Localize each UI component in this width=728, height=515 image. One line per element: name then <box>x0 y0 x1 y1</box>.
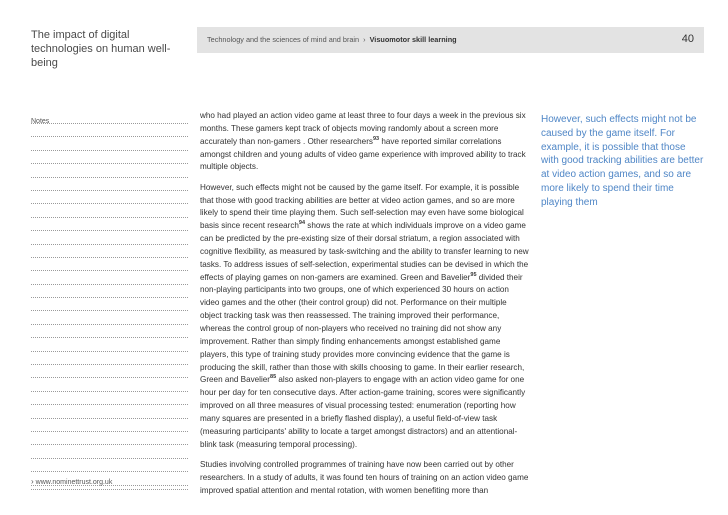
breadcrumb-separator-icon: › <box>363 35 366 44</box>
notes-rule-line <box>31 218 188 231</box>
paragraph-3: Studies involving controlled programmes of training have now been carried out by other researchers. In a study of adults, it was found ten hours of training on an action video game improved spatial attention and mental rotation, with women benefiting more than <box>200 459 529 495</box>
notes-rule-line <box>31 137 188 150</box>
notes-rule-line <box>31 298 188 311</box>
notes-rule-line <box>31 191 188 204</box>
notes-rule-line <box>31 285 188 298</box>
report-title: The impact of digital technologies on human well-being <box>31 29 171 69</box>
notes-rule-line <box>31 392 188 405</box>
notes-rule-line <box>31 271 188 284</box>
notes-rule-line <box>31 178 188 191</box>
website-link-row[interactable] <box>31 477 188 490</box>
notes-rule-line <box>31 231 188 244</box>
notes-label: Notes <box>31 118 50 125</box>
paragraph-2 <box>200 182 530 452</box>
breadcrumb-section: Technology and the sciences of mind and brain <box>207 35 360 44</box>
breadcrumb-current: Visuomotor skill learning <box>369 35 457 44</box>
notes-rule-line <box>31 405 188 418</box>
paragraph-1 <box>200 110 530 174</box>
notes-rule-line <box>31 325 188 338</box>
main-text <box>200 110 530 505</box>
chevron-right-icon: › <box>31 477 34 486</box>
website-link[interactable]: www.nominettrust.org.uk <box>35 479 113 486</box>
notes-area <box>31 110 188 486</box>
breadcrumb <box>207 35 457 44</box>
notes-rule-line <box>31 378 188 391</box>
notes-rule-line <box>31 459 188 472</box>
reference-marker: 85 <box>270 374 277 381</box>
notes-rule-line <box>31 432 188 445</box>
text-run: However, such effects might not be caused by the game itself. For example, it is possible that those with good tracking abilities are better at video action games, and so are more likely to spend their time playing them. Such self-selection may even have some biological basis since recent research <box>200 182 524 231</box>
text-run: who had played an action video game at least three to four days a week in the previous six months. These gamers kept track of objects moving randomly about a screen more accurately than non-gamers . Other researchers <box>200 111 526 146</box>
notes-lines <box>31 124 188 486</box>
notes-rule-line <box>31 445 188 458</box>
notes-label-row <box>31 110 188 124</box>
notes-rule-line <box>31 352 188 365</box>
notes-rule-line <box>31 245 188 258</box>
notes-rule-line <box>31 258 188 271</box>
notes-rule-line <box>31 124 188 137</box>
text-run: shows the rate at which individuals improve on a video game can be predicted by the pre-existing size of their dorsal striatum, a region associated with cognitive flexibility, as measured by task-switching and the ability to transfer learning to new tasks. To address issues of self-selection, experimental studies can be devised in which the effects of playing games on non-gamers are examined. Green and Bavelier <box>200 221 529 282</box>
notes-rule-line <box>31 419 188 432</box>
notes-rule-line <box>31 164 188 177</box>
page-number: 40 <box>681 33 694 45</box>
notes-rule-line <box>31 151 188 164</box>
text-run: have reported similar correlations amongst children and young adults of video game experience with improved ability to track multiple objects. <box>200 136 526 172</box>
reference-marker: 93 <box>372 135 380 142</box>
notes-rule-line <box>31 204 188 217</box>
reference-marker: 94 <box>298 220 306 227</box>
text-run: divided their non-playing participants into two groups, one of which experienced 30 hours on action video games and the other (their control group) did not. Performance on their multiple object tracking task was then reassessed. The training improved their performance, whereas the control group of non-players who received no training did not show any improvement. Rather than simply finding enhancements amongst established game players, this type of training study provides more convincing evidence that the game is producing the skill, rather than those with skills choosing to game. In their earlier research, Green and Bavelier <box>200 272 525 385</box>
reference-marker: 95 <box>470 271 477 278</box>
notes-rule-line <box>31 365 188 378</box>
notes-rule-line <box>31 338 188 351</box>
text-run: also asked non-players to engage with an action video game for one hour per day for ten consecutive days. After action-game training, scores were significantly improved on all three measures of visual processing tested: enumeration (reporting how many squares are presented in a briefly flashed display), a useful field-of-view task (measuring participants' ability to locate a target amongst distractors) and an attentional-blink task (measuring temporal processing). <box>200 375 526 449</box>
pull-quote: However, such effects might not be caused by the game itself. For example, it is possible that those with good tracking abilities are better at video action games, and so are more likely to spend their time playing them <box>541 114 704 208</box>
header-bar <box>197 27 704 53</box>
notes-rule-line <box>31 311 188 324</box>
